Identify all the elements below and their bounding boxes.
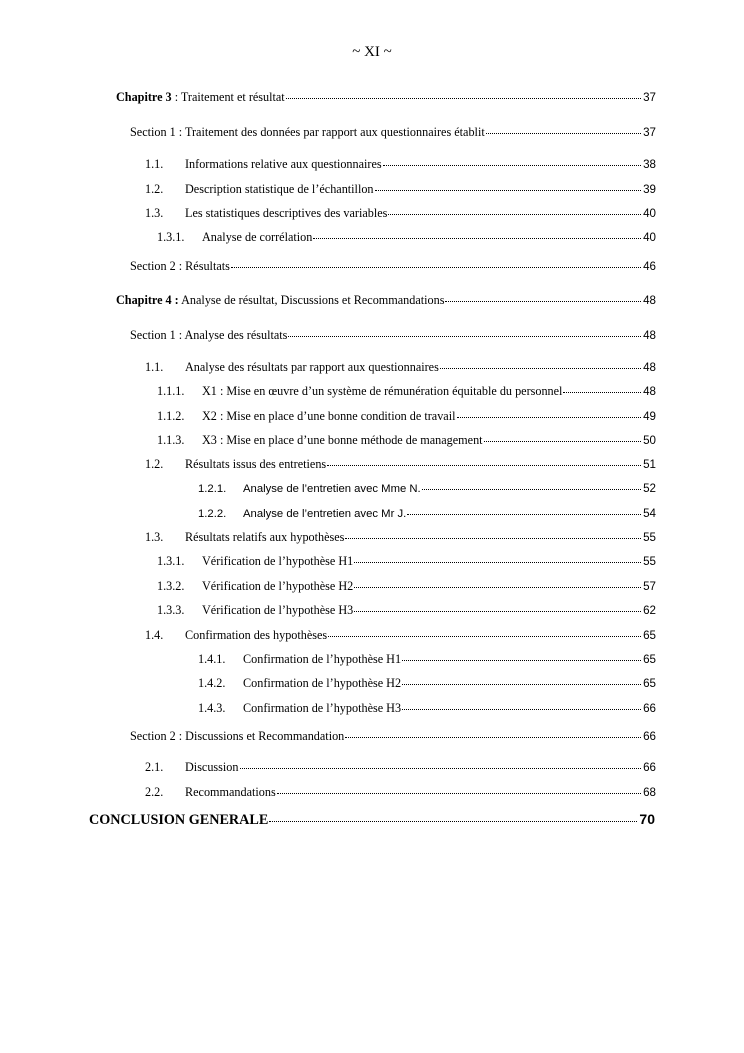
dot-leader (277, 782, 641, 794)
page-number: 62 (643, 604, 656, 617)
page-number: 55 (643, 555, 656, 568)
dot-leader (288, 325, 641, 337)
toc-entry-title: X1 : Mise en œuvre d’un système de rémunération équitable du personnel (202, 384, 563, 398)
dot-leader (388, 203, 641, 215)
page-number: 55 (643, 531, 656, 544)
toc-entry-title: Confirmation de l’hypothèse H2 (243, 676, 402, 690)
toc-entry-title: Les statistiques descriptives des variables (185, 206, 388, 220)
dot-leader (484, 430, 642, 442)
dot-leader (407, 503, 641, 515)
page-number: 48 (643, 385, 656, 398)
page-number: 39 (643, 183, 656, 196)
toc-entry-title: Confirmation de l’hypothèse H1 (243, 652, 402, 666)
dot-leader (383, 154, 641, 166)
toc-entry-subsubsection[interactable] (157, 408, 656, 425)
toc-entry-number: 1.2.2. (198, 508, 227, 520)
toc-entry-subsection[interactable] (145, 205, 656, 222)
toc-entry-number: 1.1. (145, 360, 164, 374)
toc-entry-number: 1.4.1. (198, 652, 226, 666)
toc-entry-subsubsection[interactable] (198, 480, 656, 497)
toc-entry-title: Discussion (185, 760, 239, 774)
toc-entry-number: 1.3.3. (157, 603, 185, 617)
dot-leader (563, 381, 641, 393)
toc-entry-section[interactable] (130, 327, 656, 344)
page-number: 37 (643, 91, 656, 104)
toc-entry-title: Recommandations (185, 785, 276, 799)
toc-entry-section[interactable] (130, 124, 656, 141)
dot-leader (457, 406, 642, 418)
dot-leader (240, 757, 642, 769)
toc-entry-number: 1.2. (145, 457, 164, 471)
page-number: 57 (643, 580, 656, 593)
toc-entry-subsection[interactable] (145, 456, 656, 473)
page-number: 38 (643, 158, 656, 171)
toc-entry-number: 1.1. (145, 157, 164, 171)
toc-entry-section[interactable] (130, 728, 656, 745)
chapter-label: Chapitre 3 (116, 90, 172, 104)
page-number: 48 (643, 294, 656, 307)
toc-entry-subsubsection[interactable] (157, 432, 656, 449)
toc-entry-subsubsection[interactable] (198, 675, 656, 692)
toc-entry-title: CONCLUSION GENERALE (89, 812, 269, 828)
dot-leader (375, 179, 642, 191)
toc-entry-title: Analyse de corrélation (202, 230, 313, 244)
page-number: 40 (643, 231, 656, 244)
page-number: 37 (643, 126, 656, 139)
toc-entry-title: X3 : Mise en place d’une bonne méthode de management (202, 433, 483, 447)
page-number: 52 (643, 482, 656, 495)
toc-entry-title: Résultats relatifs aux hypothèses (185, 530, 345, 544)
toc-entry-number: 1.4.3. (198, 701, 226, 715)
toc-entry-title: Analyse de résultat, Discussions et Recommandations (178, 293, 445, 307)
toc-entry-title: Vérification de l’hypothèse H2 (202, 579, 354, 593)
toc-entry-title: Section 1 : Analyse des résultats (130, 328, 288, 342)
toc-entry-subsection[interactable] (145, 359, 656, 376)
toc-entry-title: Résultats issus des entretiens (185, 457, 327, 471)
toc-entry-subsubsection[interactable] (157, 229, 656, 246)
dot-leader (445, 290, 641, 302)
toc-entry-subsection[interactable] (145, 759, 656, 776)
toc-entry-subsection[interactable] (145, 156, 656, 173)
toc-entry-title: Confirmation des hypothèses (185, 628, 328, 642)
page-number: 70 (639, 811, 655, 827)
dot-leader (328, 625, 641, 637)
toc-entry-title: Section 1 : Traitement des données par rapport aux questionnaires établit (130, 125, 485, 139)
page-number: 65 (643, 629, 656, 642)
toc-entry-subsubsection[interactable] (198, 651, 656, 668)
dot-leader (486, 122, 641, 134)
dot-leader (402, 698, 641, 710)
toc-entry-title: Vérification de l’hypothèse H3 (202, 603, 354, 617)
page-number: 48 (643, 361, 656, 374)
toc-entry-title: Analyse de l’entretien avec Mr J. (243, 508, 407, 520)
page-number: 65 (643, 653, 656, 666)
toc-entry-title: Analyse des résultats par rapport aux questionnaires (185, 360, 439, 374)
toc-entry-number: 1.3.1. (157, 230, 185, 244)
page-number: 66 (643, 730, 656, 743)
page-number: 49 (643, 410, 656, 423)
toc-entry-number: 1.2.1. (198, 483, 227, 495)
page-number: 66 (643, 702, 656, 715)
page-header: ~ XI ~ (352, 44, 392, 60)
page-number: 66 (643, 761, 656, 774)
toc-entry-subsubsection[interactable] (157, 553, 656, 570)
toc-entry-subsection[interactable] (145, 627, 656, 644)
toc-entry-subsection[interactable] (145, 181, 656, 198)
toc-entry-number: 1.1.2. (157, 409, 185, 423)
toc-entry-title: Analyse de l’entretien avec Mme N. (243, 483, 421, 495)
chapter-label: Chapitre 4 : (116, 293, 179, 307)
toc-entry-number: 1.4. (145, 628, 164, 642)
dot-leader (440, 357, 641, 369)
dot-leader (402, 673, 641, 685)
dot-leader (327, 454, 641, 466)
toc-entry-number: 2.1. (145, 760, 164, 774)
page-number: 51 (643, 458, 656, 471)
toc-entry-conclusion[interactable] (89, 811, 655, 828)
toc-entry-title: Vérification de l’hypothèse H1 (202, 554, 354, 568)
dot-leader (345, 527, 641, 539)
page-number: 65 (643, 677, 656, 690)
page-number: 50 (643, 434, 656, 447)
page-number: 46 (643, 260, 656, 273)
toc-entry-subsubsection[interactable] (157, 383, 656, 400)
toc-entry-subsubsection[interactable] (157, 602, 656, 619)
toc-entry-subsection[interactable] (145, 784, 656, 801)
toc-entry-subsubsection[interactable] (198, 700, 656, 717)
dot-leader (313, 227, 641, 239)
toc-entry-title: X2 : Mise en place d’une bonne condition de travail (202, 409, 456, 423)
toc-entry-chapter-3[interactable] (116, 89, 656, 106)
toc-entry-number: 1.3.1. (157, 554, 185, 568)
toc-entry-number: 1.3.2. (157, 579, 185, 593)
dot-leader (354, 600, 641, 612)
dot-leader (422, 478, 641, 490)
toc-entry-subsubsection[interactable] (198, 505, 656, 522)
dot-leader (269, 810, 637, 822)
toc-entry-title: : Traitement et résultat (171, 90, 285, 104)
toc-entry-subsection[interactable] (145, 529, 656, 546)
page-number: 40 (643, 207, 656, 220)
dot-leader (286, 87, 641, 99)
toc-entry-title: Description statistique de l’échantillon (185, 182, 374, 196)
toc-entry-title: Section 2 : Discussions et Recommandation (130, 729, 345, 743)
dot-leader (402, 649, 641, 661)
page-number: 54 (643, 507, 656, 520)
toc-entry-chapter-4[interactable] (116, 292, 656, 309)
dot-leader (354, 576, 641, 588)
toc-entry-number: 1.1.1. (157, 384, 185, 398)
dot-leader (345, 726, 641, 738)
toc-entry-number: 2.2. (145, 785, 164, 799)
page-number: 68 (643, 786, 656, 799)
toc-entry-number: 1.3. (145, 530, 164, 544)
toc-entry-subsubsection[interactable] (157, 578, 656, 595)
dot-leader (231, 256, 641, 268)
toc-entry-section[interactable] (130, 258, 656, 275)
toc-entry-title: Informations relative aux questionnaires (185, 157, 382, 171)
toc-entry-title: Section 2 : Résultats (130, 259, 230, 273)
dot-leader (354, 551, 641, 563)
toc-entry-number: 1.3. (145, 206, 164, 220)
toc-entry-number: 1.4.2. (198, 676, 226, 690)
toc-entry-title: Confirmation de l’hypothèse H3 (243, 701, 402, 715)
page-number: 48 (643, 329, 656, 342)
toc-entry-number: 1.2. (145, 182, 164, 196)
toc-entry-number: 1.1.3. (157, 433, 185, 447)
